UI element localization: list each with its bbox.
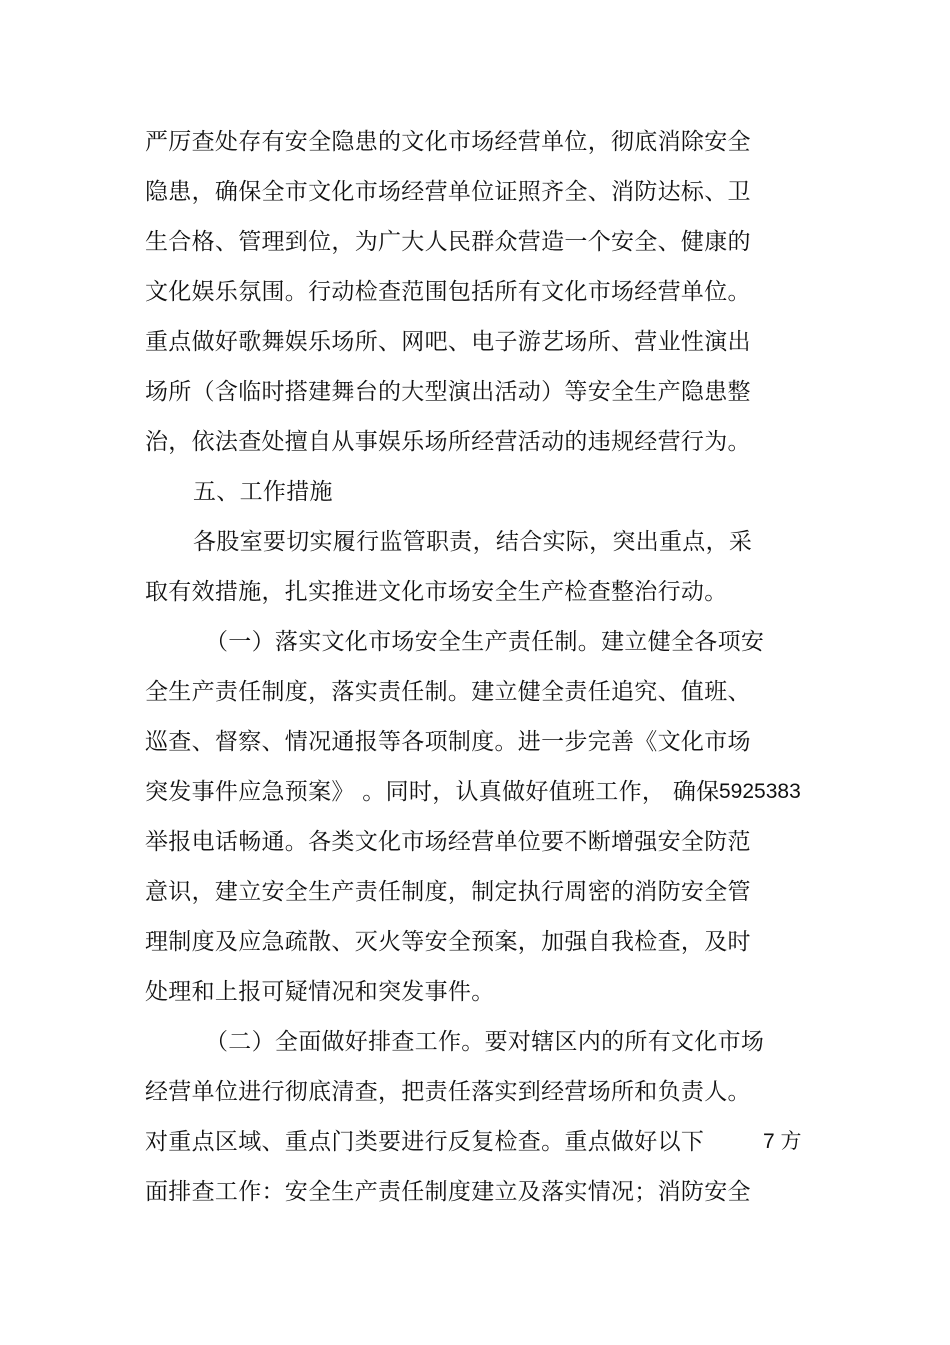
text-line: 重点做好歌舞娱乐场所、网吧、电子游艺场所、营业性演出 — [145, 329, 751, 355]
subsection-line: （二）全面做好排查工作。要对辖区内的所有文化市场 — [205, 1029, 765, 1055]
text-line: 意识，建立安全生产责任制度，制定执行周密的消防安全管 — [145, 879, 751, 905]
text-line: 突发事件应急预案》 。同时，认真做好值班工作， 确保 — [145, 779, 720, 805]
section-heading: 五、工作措施 — [193, 479, 333, 505]
text-line: 处理和上报可疑情况和突发事件。 — [145, 979, 495, 1005]
text-line: 全生产责任制度，落实责任制。建立健全责任追究、值班、 — [145, 679, 751, 705]
text-line: 隐患，确保全市文化市场经营单位证照齐全、消防达标、卫 — [145, 179, 751, 205]
text-line: 文化娱乐氛围。行动检查范围包括所有文化市场经营单位。 — [145, 279, 751, 305]
text-line: 治，依法查处擅自从事娱乐场所经营活动的违规经营行为。 — [145, 429, 751, 455]
text-line: 场所（含临时搭建舞台的大型演出活动）等安全生产隐患整 — [145, 379, 751, 405]
text-line: 理制度及应急疏散、灭火等安全预案，加强自我检查，及时 — [145, 929, 751, 955]
text-line: 举报电话畅通。各类文化市场经营单位要不断增强安全防范 — [145, 829, 751, 855]
phone-number: 5925383 — [719, 780, 801, 803]
text-line: 经营单位进行彻底清查，把责任落实到经营场所和负责人。 — [145, 1079, 751, 1105]
text-line: 生合格、管理到位，为广大人民群众营造一个安全、健康的 — [145, 229, 751, 255]
text-line: 面排查工作：安全生产责任制度建立及落实情况；消防安全 — [145, 1179, 751, 1205]
text-line: 各股室要切实履行监管职责，结合实际，突出重点，采 — [193, 529, 753, 555]
text-line: 对重点区域、重点门类要进行反复检查。重点做好以下 — [145, 1129, 705, 1155]
aspect-count: 7 方 — [763, 1130, 802, 1153]
text-line: 巡查、督察、情况通报等各项制度。进一步完善《文化市场 — [145, 729, 751, 755]
text-line: 取有效措施，扎实推进文化市场安全生产检查整治行动。 — [145, 579, 728, 605]
text-line: 严厉查处存有安全隐患的文化市场经营单位，彻底消除安全 — [145, 129, 751, 155]
subsection-line: （一）落实文化市场安全生产责任制。建立健全各项安 — [205, 629, 765, 655]
